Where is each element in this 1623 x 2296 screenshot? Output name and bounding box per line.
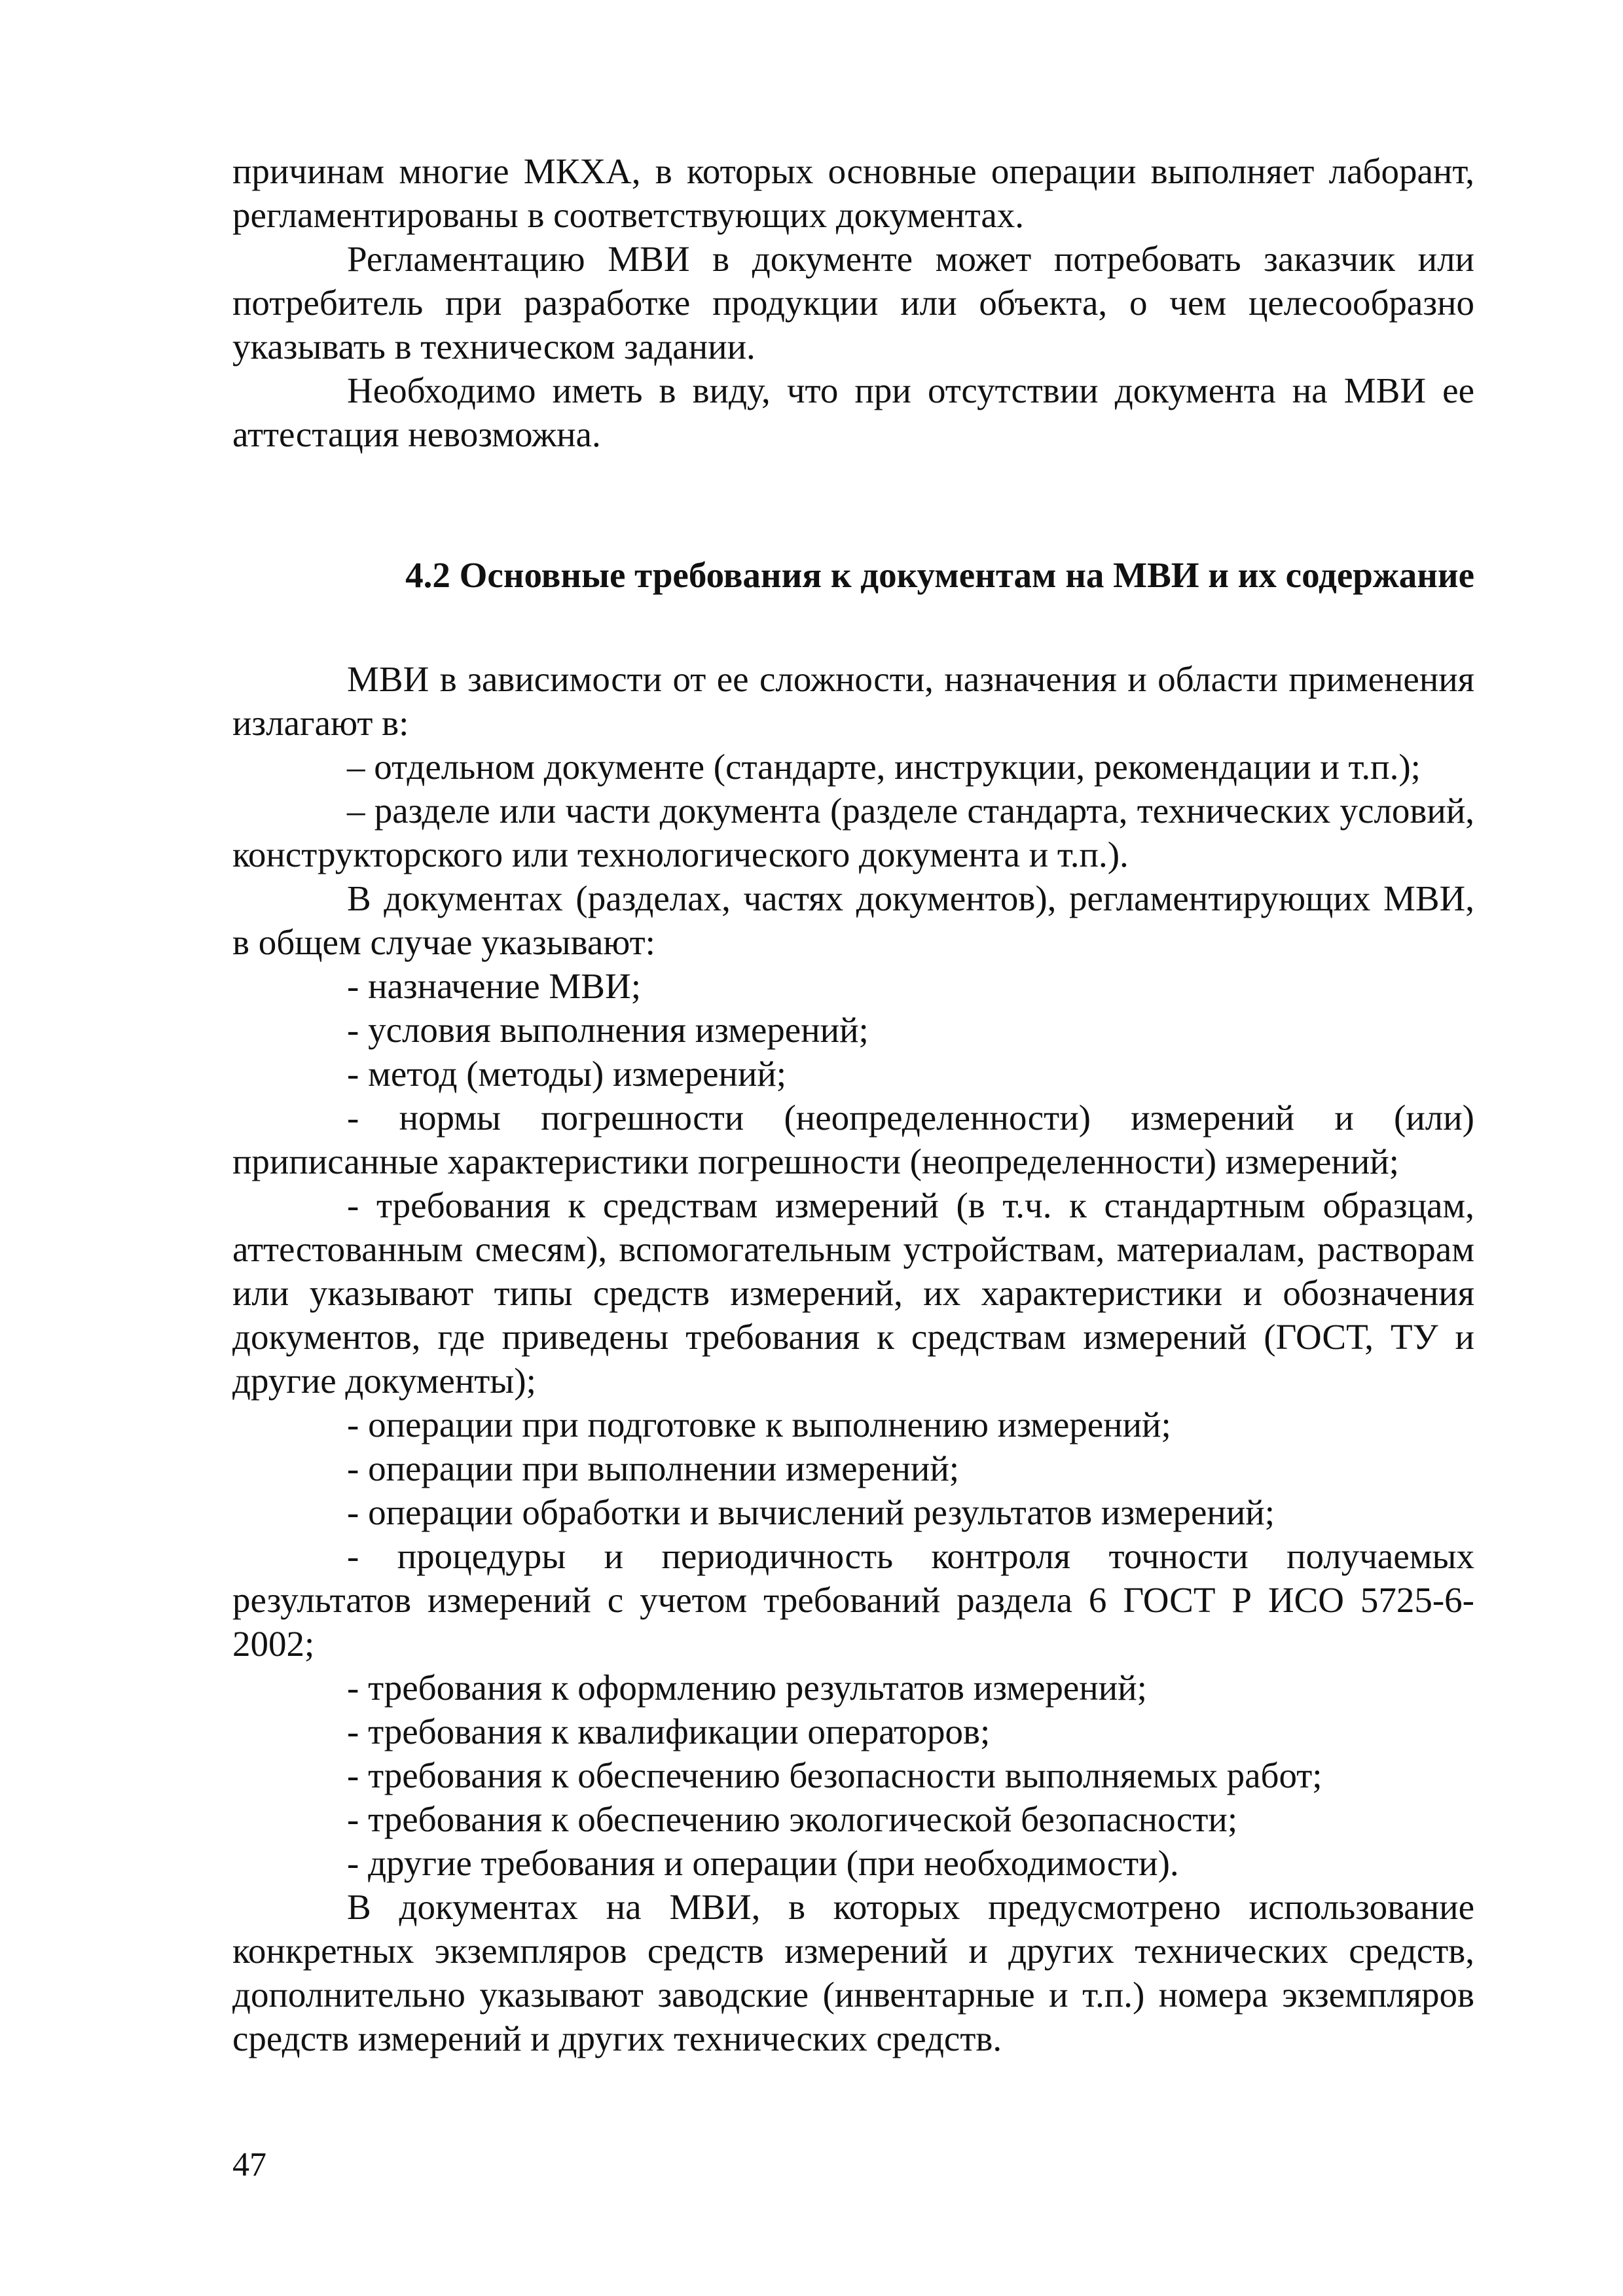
intro-paragraph-continuation: причинам многие МКХА, в которых основные операции выполняет лаборант, регламентированы в соответствующих документах. xyxy=(232,151,1474,235)
list-item: - условия выполнения измерений; xyxy=(347,1010,869,1050)
section-paragraph: В документах на МВИ, в которых предусмотрено использование конкретных экземпляров средств измерений и других технических средств, дополнительно указывают заводские (инвентарные и т.п.) номера экземпляров средств измерений и других технических средств. xyxy=(232,1887,1474,2058)
list-item: - нормы погрешности (неопределенности) измерений и (или) приписанные характеристики погрешности (неопределенности) измерений; xyxy=(232,1098,1474,1181)
list-item: - процедуры и периодичность контроля точности получаемых результатов измерений с учетом требований раздела 6 ГОСТ Р ИСО 5725-6-2002; xyxy=(232,1536,1474,1664)
list-item: - операции обработки и вычислений результатов измерений; xyxy=(347,1492,1275,1532)
list-item: - операции при выполнении измерений; xyxy=(347,1448,960,1488)
section-paragraph: МВИ в зависимости от ее сложности, назначения и области применения излагают в: xyxy=(232,659,1474,743)
section-paragraph: В документах (разделах, частях документов), регламентирующих МВИ, в общем случае указывают: xyxy=(232,878,1474,962)
intro-paragraph: Необходимо иметь в виду, что при отсутствии документа на МВИ ее аттестация невозможна. xyxy=(232,370,1474,454)
section-heading: 4.2 Основные требования к документам на МВИ и их содержание xyxy=(405,555,1474,595)
list-item: - требования к средствам измерений (в т.ч. к стандартным образцам, аттестованным смесям), вспомогательным устройствам, материалам, растворам или указывают типы средств измерений, их характеристики и обозначения документов, где приведены требования к средствам измерений (ГОСТ, ТУ и другие документы); xyxy=(232,1185,1474,1401)
page-number: 47 xyxy=(232,2146,266,2183)
list-item: - метод (методы) измерений; xyxy=(347,1054,787,1094)
list-item: - операции при подготовке к выполнению измерений; xyxy=(347,1405,1171,1444)
list-item: - требования к обеспечению экологической безопасности; xyxy=(347,1799,1238,1839)
list-item: – отдельном документе (стандарте, инструкции, рекомендации и т.п.); xyxy=(347,747,1421,787)
list-item: - назначение МВИ; xyxy=(347,966,641,1006)
list-item: - требования к квалификации операторов; xyxy=(347,1712,991,1751)
list-item: - требования к обеспечению безопасности выполняемых работ; xyxy=(347,1755,1322,1795)
list-item: - требования к оформлению результатов измерений; xyxy=(347,1668,1147,1708)
intro-paragraph: Регламентацию МВИ в документе может потребовать заказчик или потребитель при разработке продукции или объекта, о чем целесообразно указывать в техническом задании. xyxy=(232,239,1474,367)
list-item: - другие требования и операции (при необходимости). xyxy=(347,1843,1179,1883)
list-item: – разделе или части документа (разделе стандарта, технических условий, конструкторского или технологического документа и т.п.). xyxy=(232,791,1474,874)
page-body xyxy=(232,149,1474,2060)
